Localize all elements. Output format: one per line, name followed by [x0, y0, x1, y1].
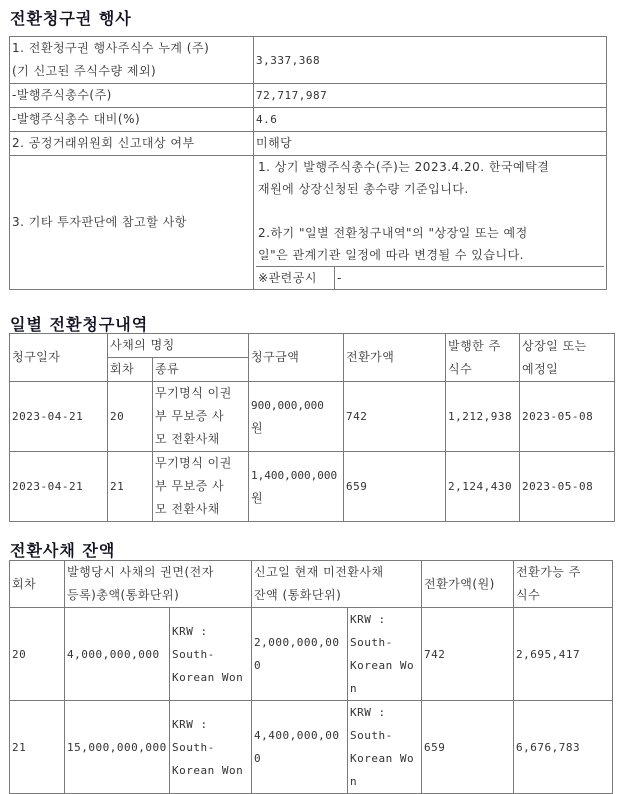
cumulative-shares-value: 3,337,368 [254, 37, 607, 84]
row-label: -발행주식총수(주) [10, 84, 254, 108]
note-line: 1. 상기 발행주식총수(주)는 2023.4.20. 한국예탁결 [258, 160, 550, 174]
ftc-report-value: 미해당 [254, 132, 607, 156]
row-label: -발행주식총수 대비(%) [10, 108, 254, 132]
note-line: 2.하기 "일별 전환청구내역"의 "상장일 또는 예정 [258, 226, 528, 240]
series: 20 [10, 608, 65, 701]
claim-amount: 1,400,000,000 원 [249, 452, 344, 522]
section-title-conversion-exercise: 전환청구권 행사 [10, 9, 132, 28]
conversion-price: 659 [422, 701, 514, 794]
cb-balance-table [9, 560, 613, 794]
header-conversion-price: 전환가액 [344, 334, 446, 382]
series: 21 [108, 452, 153, 522]
related-disclosure-value: - [335, 267, 605, 290]
convertible-shares: 2,695,417 [514, 608, 613, 701]
row-label: 2. 공정거래위원회 신고대상 여부 [10, 132, 254, 156]
daily-claims-table [9, 333, 615, 522]
table-row [10, 132, 607, 156]
series: 21 [10, 701, 65, 794]
claim-amount: 900,000,000 원 [249, 382, 344, 452]
conversion-exercise-table [9, 36, 607, 290]
table-row [10, 37, 607, 84]
issued-shares: 1,212,938 [446, 382, 520, 452]
header-bond-name: 사채의 명칭 [108, 334, 249, 358]
remaining-balance: 4,400,000,000 [252, 701, 348, 794]
remaining-currency: KRW : South- Korean Won [348, 608, 422, 701]
claim-date: 2023-04-21 [10, 382, 108, 452]
row-label [10, 37, 254, 84]
listing-date: 2023-05-08 [520, 382, 615, 452]
total-issued-shares-value: 72,717,987 [254, 84, 607, 108]
header-series: 회차 [108, 358, 153, 382]
conversion-price: 742 [422, 608, 514, 701]
section-title-daily-claims: 일별 전환청구내역 [10, 315, 149, 334]
header-listing-date: 상장일 또는 예정일 [520, 334, 615, 382]
remaining-currency: KRW : South- Korean Won [348, 701, 422, 794]
bond-type: 무기명식 이권 부 무보증 사 모 전환사채 [153, 452, 249, 522]
label-line: 1. 전환청구권 행사주식수 누계 (주) [12, 41, 210, 55]
header-face-total: 발행당시 사채의 권면(전자 등록)총액(통화단위) [65, 561, 252, 608]
conversion-price: 659 [344, 452, 446, 522]
header-issued-shares: 발행한 주 식수 [446, 334, 520, 382]
series: 20 [108, 382, 153, 452]
section-title-cb-balance: 전환사채 잔액 [10, 541, 116, 560]
ratio-value: 4.6 [254, 108, 607, 132]
bond-type: 무기명식 이권 부 무보증 사 모 전환사채 [153, 382, 249, 452]
face-total: 4,000,000,000 [65, 608, 170, 701]
table-row [10, 84, 607, 108]
issued-shares: 2,124,430 [446, 452, 520, 522]
header-row [10, 334, 615, 358]
table-row [10, 608, 613, 701]
table-row [10, 108, 607, 132]
header-convertible-shares: 전환가능 주 식수 [514, 561, 613, 608]
remaining-balance: 2,000,000,000 [252, 608, 348, 701]
face-currency: KRW : South- Korean Won [170, 701, 252, 794]
table-row [10, 701, 613, 794]
header-type: 종류 [153, 358, 249, 382]
header-series: 회차 [10, 561, 65, 608]
note-line: 일"은 관계기관 일정에 따라 변경될 수 있습니다. [258, 248, 524, 262]
notes-cell [254, 156, 607, 290]
table-row [10, 452, 615, 522]
face-currency: KRW : South- Korean Won [170, 608, 252, 701]
header-remaining-balance: 신고일 현재 미전환사채 잔액 (통화단위) [252, 561, 422, 608]
row-label: 3. 기타 투자판단에 참고할 사항 [10, 156, 254, 290]
related-disclosure-label: ※관련공시 [256, 267, 335, 290]
label-line: (기 신고된 주식수량 제외) [12, 64, 157, 78]
header-conversion-price: 전환가액(원) [422, 561, 514, 608]
related-disclosure-table [256, 266, 604, 289]
header-claim-amount: 청구금액 [249, 334, 344, 382]
header-claim-date: 청구일자 [10, 334, 108, 382]
table-row [10, 382, 615, 452]
conversion-price: 742 [344, 382, 446, 452]
listing-date: 2023-05-08 [520, 452, 615, 522]
header-row [10, 561, 613, 608]
note-line: 재원에 상장신청된 총수량 기준입니다. [258, 182, 469, 196]
table-row [10, 156, 607, 290]
face-total: 15,000,000,000 [65, 701, 170, 794]
convertible-shares: 6,676,783 [514, 701, 613, 794]
claim-date: 2023-04-21 [10, 452, 108, 522]
